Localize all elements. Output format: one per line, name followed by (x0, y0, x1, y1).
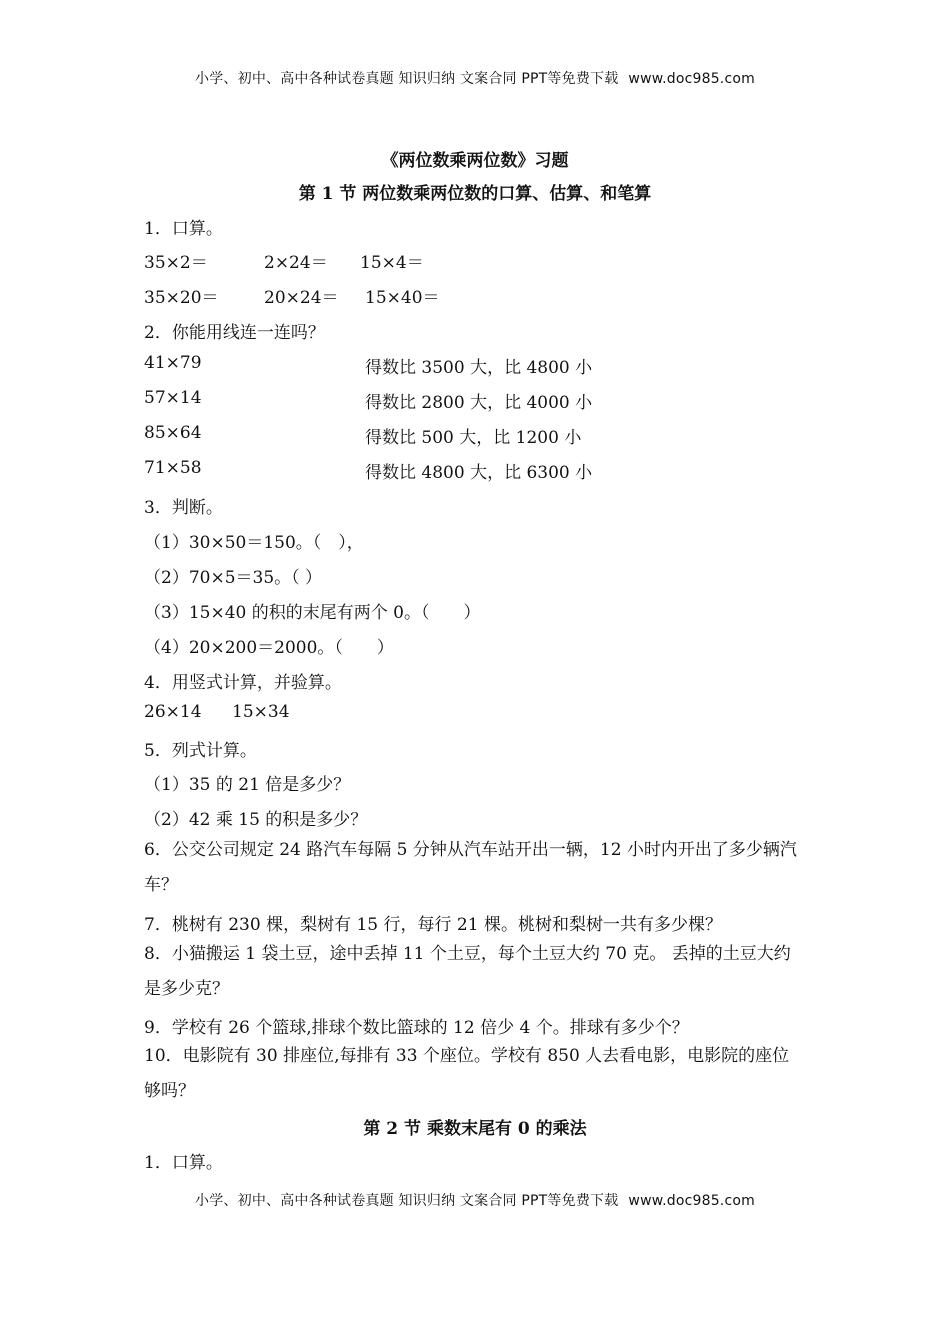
page-header (0, 68, 950, 88)
q3-item: （4）20×200＝2000。（ ） (144, 638, 394, 658)
q2-right-item: 得数比 3500 大，比 4800 小 (365, 358, 593, 378)
q9-text: 9．学校有 26 个篮球,排球个数比篮球的 12 倍少 4 个。排球有多少个？ (144, 1018, 689, 1038)
header-text: 小学、初中、高中各种试卷真题 知识归纳 文案合同 PPT等免费下载 (195, 71, 619, 87)
q2-row (144, 353, 593, 378)
q1-item: 15×4＝ (360, 253, 424, 273)
q2-right-item: 得数比 4800 大，比 6300 小 (365, 463, 593, 483)
q1-item: 20×24＝ (264, 288, 339, 308)
q8-text: 8．小猫搬运 1 袋土豆，途中丢掉 11 个土豆，每个土豆大约 70 克。 丢掉的土豆大约是多少克？ (144, 944, 791, 999)
q2-left-item: 57×14 (144, 388, 202, 408)
q3-item: （2）70×5＝35。（ ） (144, 568, 323, 588)
section-1-title: 第 1 节 两位数乘两位数的口算、估算、和笔算 (298, 184, 652, 204)
q1-row-1 (144, 248, 424, 273)
q6-text: 6．公交公司规定 24 路汽车每隔 5 分钟从汽车站开出一辆，12 小时内开出了多少辆汽车？ (144, 840, 797, 895)
q3-stem: 3．判断。 (144, 498, 223, 518)
q4-item: 26×14 (144, 702, 202, 722)
q3-item: （3）15×40 的积的末尾有两个 0。（ ） (144, 603, 481, 623)
section-2-title: 第 2 节 乘数末尾有 0 的乘法 (363, 1119, 587, 1139)
q2-right-item: 得数比 500 大，比 1200 小 (365, 428, 582, 448)
footer-text: 小学、初中、高中各种试卷真题 知识归纳 文案合同 PPT等免费下载 (195, 1193, 619, 1209)
s2-q1-stem: 1．口算。 (144, 1153, 223, 1173)
q2-left-item: 85×64 (144, 423, 202, 443)
q2-left-item: 41×79 (144, 353, 202, 373)
q1-row-2 (144, 283, 440, 308)
document-title: 《两位数乘两位数》习题 (381, 151, 569, 171)
q7-text: 7．桃树有 230 棵，梨树有 15 行，每行 21 棵。桃树和梨树一共有多少棵？ (144, 915, 722, 935)
footer-url[interactable]: www.doc985.com (628, 1193, 755, 1209)
q1-item: 2×24＝ (264, 253, 328, 273)
q3-item: （1）30×50＝150。（ ）， (144, 533, 364, 553)
q1-item: 35×20＝ (144, 288, 219, 308)
q4-items (144, 702, 290, 722)
q2-left-item: 71×58 (144, 458, 202, 478)
q4-item: 15×34 (232, 702, 290, 722)
q2-right-item: 得数比 2800 大，比 4000 小 (365, 393, 593, 413)
header-url[interactable]: www.doc985.com (628, 71, 755, 87)
q5-item: （2）42 乘 15 的积是多少？ (144, 810, 368, 830)
q5-stem: 5．列式计算。 (144, 741, 257, 761)
q2-row (144, 423, 582, 448)
q10-text: 10．电影院有 30 排座位,每排有 33 个座位。学校有 850 人去看电影，电影院的座位够吗？ (144, 1046, 790, 1101)
q2-row (144, 388, 593, 413)
q1-item: 15×40＝ (365, 288, 440, 308)
q2-stem: 2．你能用线连一连吗？ (144, 323, 325, 343)
page-footer (0, 1190, 950, 1210)
q1-item: 35×2＝ (144, 253, 208, 273)
q2-row (144, 458, 593, 483)
q5-item: （1）35 的 21 倍是多少？ (144, 775, 351, 795)
q4-stem: 4．用竖式计算，并验算。 (144, 673, 342, 693)
q1-stem: 1．口算。 (144, 219, 223, 239)
